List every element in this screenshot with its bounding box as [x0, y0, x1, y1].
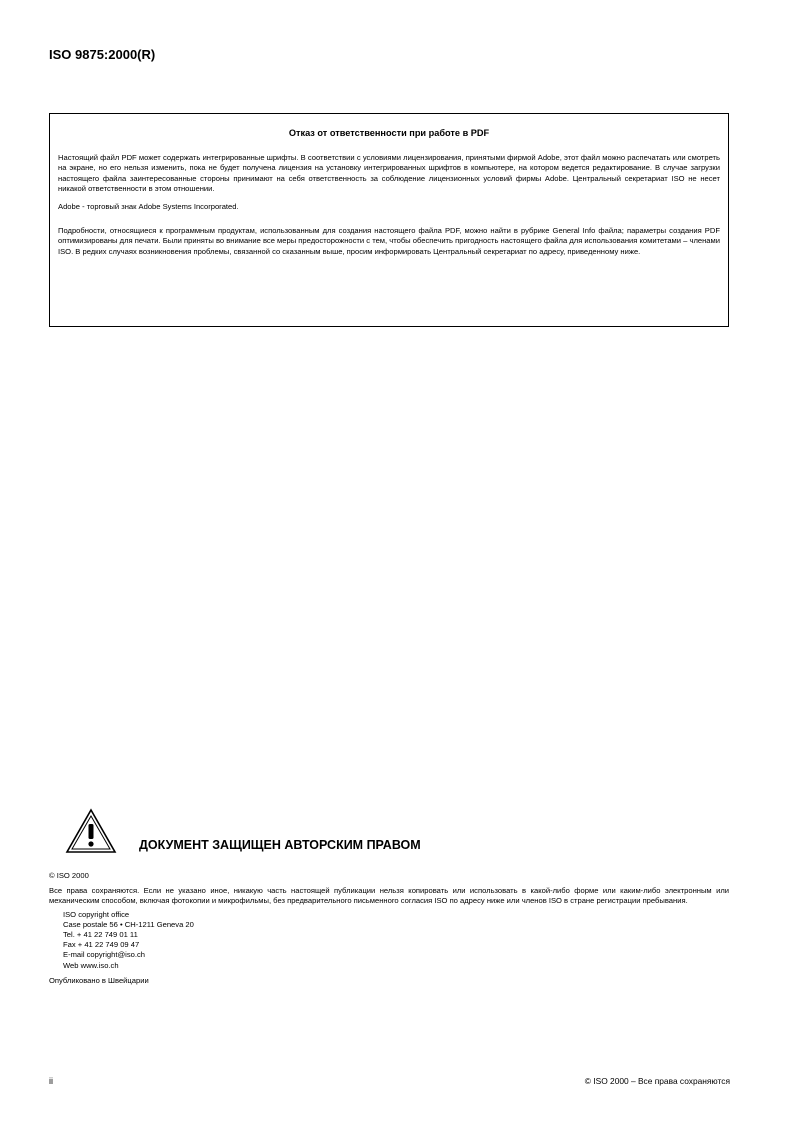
- warning-triangle-icon: [65, 808, 117, 855]
- rights-statement: Все права сохраняются. Если не указано иное, никакую часть настоящей публикации нельзя копировать или использовать в какой-либо форме или каким-либо электронным или механическим способом, включая фотокопии и микрофильмы, без предварительного письменного согласия ISO по адресу ниже или членов ISO в стране регистрации пребывания.: [49, 886, 729, 906]
- address-line: Case postale 56 • CH-1211 Geneva 20: [63, 919, 194, 929]
- disclaimer-title: Отказ от ответственности при работе в PDF: [288, 128, 490, 138]
- copyright-block: [49, 871, 729, 986]
- disclaimer-paragraph-fonts: Настоящий файл PDF может содержать интегрированные шрифты. В соответствии с условиями лицензирования, принятыми фирмой Adobe, этот файл можно распечатать или смотреть на экране, но его нельзя изменить, пока не будет получена лицензия на установку интегрированных шрифтов в компьютере, на котором ведется редактирование. В случае загрузки настоящего файла заинтересованные стороны принимают на себя ответственность за соблюдение лицензионных условий фирмы Adobe. Центральный секретариат ISO не несет никакой ответственности в этом отношении.: [58, 152, 720, 194]
- copyright-office-address: [49, 910, 729, 971]
- address-line: Web www.iso.ch: [63, 960, 119, 970]
- copyright-heading: ДОКУМЕНТ ЗАЩИЩЕН АВТОРСКИМ ПРАВОМ: [139, 838, 421, 852]
- address-line: ISO copyright office: [63, 909, 130, 919]
- address-line: Tel. + 41 22 749 01 11: [63, 930, 138, 940]
- published-in: Опубликовано в Швейцарии: [49, 975, 149, 985]
- copyright-notice: © ISO 2000: [49, 871, 89, 880]
- document-id: ISO 9875:2000(R): [49, 47, 156, 62]
- disclaimer-paragraph-details: Подробности, относящиеся к программным продуктам, использованным для создания настоящего файла PDF, можно найти в рубрике General Info файла; параметры создания PDF оптимизированы для печати. Были приняты во внимание все меры предосторожности с тем, чтобы обеспечить пригодность настоящего файла для использования комитетами – членами ISO. В редких случаях возникновения проблемы, связанной со сказанным выше, просим информировать Центральный секретариат по адресу, приведенному ниже.: [58, 225, 720, 256]
- address-line: E-mail copyright@iso.ch: [63, 950, 145, 960]
- disclaimer-paragraph-trademark: Adobe - торговый знак Adobe Systems Incorporated.: [58, 201, 239, 211]
- footer-copyright: © ISO 2000 – Все права сохраняются: [584, 1076, 730, 1086]
- address-line: Fax + 41 22 749 09 47: [63, 940, 140, 950]
- pdf-disclaimer-box: [49, 113, 729, 327]
- page-number: ii: [49, 1076, 53, 1086]
